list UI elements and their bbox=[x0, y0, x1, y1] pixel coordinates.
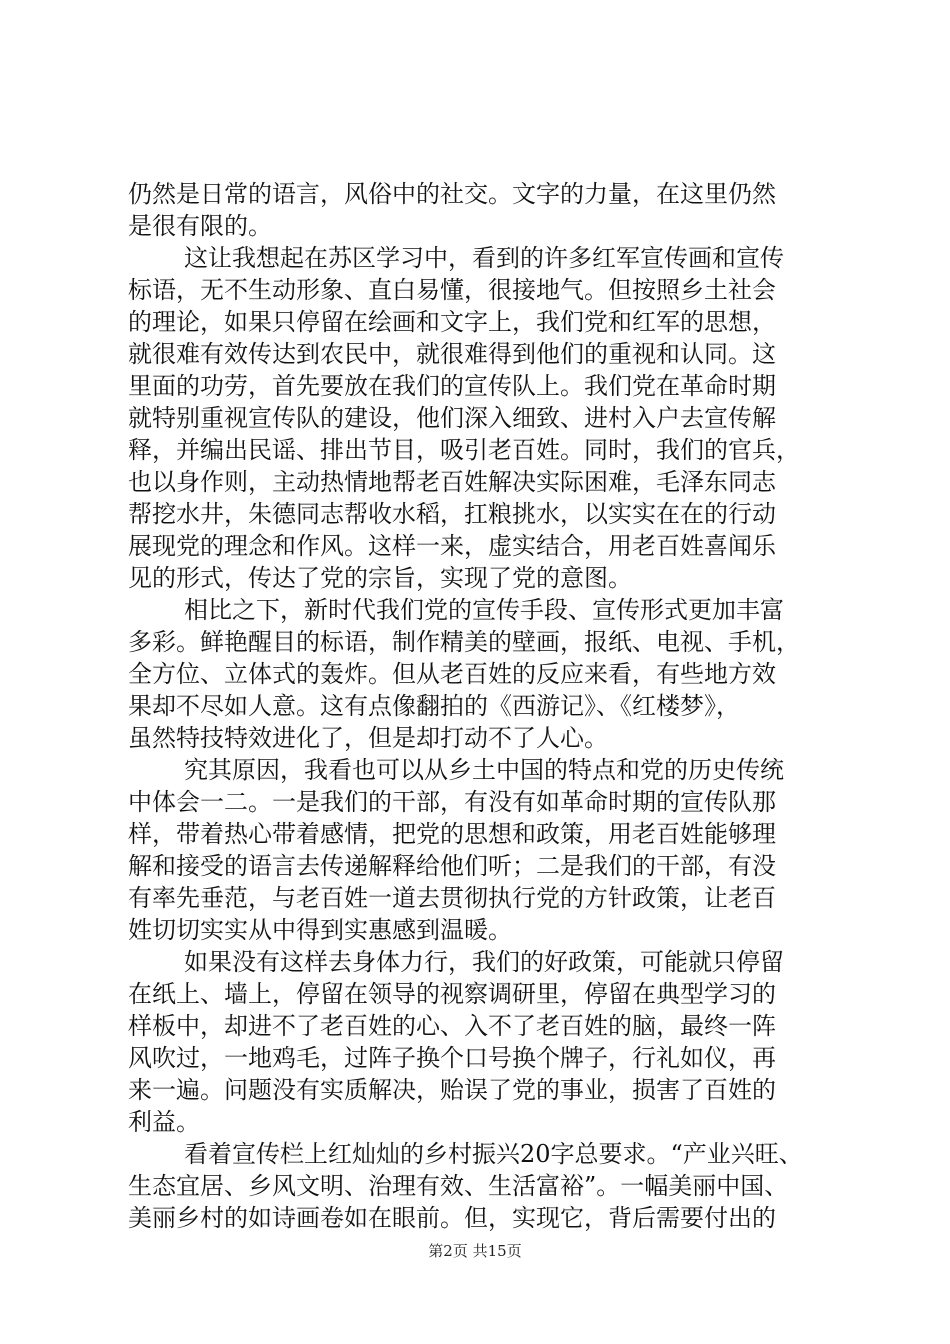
text-line: 果却不尽如人意。这有点像翻拍的《西游记》、《红楼梦》， bbox=[128, 692, 740, 720]
text-line: 标语，无不生动形象、直白易懂，很接地气。但按照乡土社会 bbox=[128, 276, 776, 304]
text-line: 看着宣传栏上红灿灿的乡村振兴20字总要求。“产业兴旺、 bbox=[184, 1140, 803, 1168]
text-line: 利益。 bbox=[128, 1108, 200, 1136]
text-line: 全方位、立体式的轰炸。但从老百姓的反应来看，有些地方效 bbox=[128, 660, 776, 688]
text-line: 的理论，如果只停留在绘画和文字上，我们党和红军的思想， bbox=[128, 308, 776, 336]
text-line: 在纸上、墙上，停留在领导的视察调研里，停留在典型学习的 bbox=[128, 980, 776, 1008]
text-line: 样，带着热心带着感情，把党的思想和政策，用老百姓能够理 bbox=[128, 820, 776, 848]
text-line: 就特别重视宣传队的建设，他们深入细致、进村入户去宣传解 bbox=[128, 404, 776, 432]
text-line: 里面的功劳，首先要放在我们的宣传队上。我们党在革命时期 bbox=[128, 372, 776, 400]
document-body bbox=[128, 178, 828, 1234]
text-line: 多彩。鲜艳醒目的标语，制作精美的壁画，报纸、电视、手机， bbox=[128, 628, 800, 656]
text-line: 就很难有效传达到农民中，就很难得到他们的重视和认同。这 bbox=[128, 340, 776, 368]
text-line: 中体会一二。一是我们的干部，有没有如革命时期的宣传队那 bbox=[128, 788, 776, 816]
text-line: 如果没有这样去身体力行，我们的好政策，可能就只停留 bbox=[184, 948, 784, 976]
text-line: 帮挖水井，朱德同志帮收水稻，扛粮挑水，以实实在在的行动 bbox=[128, 500, 776, 528]
body-lines bbox=[128, 178, 828, 1234]
text-line: 仍然是日常的语言，风俗中的社交。文字的力量，在这里仍然 bbox=[128, 180, 776, 208]
text-line: 见的形式，传达了党的宗旨，实现了党的意图。 bbox=[128, 564, 632, 592]
text-line: 这让我想起在苏区学习中，看到的许多红军宣传画和宣传 bbox=[184, 244, 784, 272]
text-line: 虽然特技特效进化了，但是却打动不了人心。 bbox=[128, 724, 608, 752]
text-line: 是很有限的。 bbox=[128, 212, 272, 240]
text-line: 展现党的理念和作风。这样一来，虚实结合，用老百姓喜闻乐 bbox=[128, 532, 776, 560]
text-line: 释，并编出民谣、排出节目，吸引老百姓。同时，我们的官兵， bbox=[128, 436, 800, 464]
text-line: 解和接受的语言去传递解释给他们听；二是我们的干部，有没 bbox=[128, 852, 776, 880]
page-footer bbox=[0, 1240, 950, 1261]
text-line: 相比之下，新时代我们党的宣传手段、宣传形式更加丰富 bbox=[184, 596, 784, 624]
text-line: 来一遍。问题没有实质解决，贻误了党的事业，损害了百姓的 bbox=[128, 1076, 776, 1104]
text-line: 也以身作则，主动热情地帮老百姓解决实际困难，毛泽东同志 bbox=[128, 468, 776, 496]
text-line: 有率先垂范，与老百姓一道去贯彻执行党的方针政策，让老百 bbox=[128, 884, 776, 912]
page-number-label: 第2页 共15页 bbox=[428, 1242, 522, 1260]
text-line: 姓切切实实从中得到实惠感到温暖。 bbox=[128, 916, 512, 944]
text-line: 美丽乡村的如诗画卷如在眼前。但，实现它，背后需要付出的 bbox=[128, 1204, 776, 1232]
text-line: 究其原因，我看也可以从乡土中国的特点和党的历史传统 bbox=[184, 756, 784, 784]
text-line: 风吹过，一地鸡毛，过阵子换个口号换个牌子，行礼如仪，再 bbox=[128, 1044, 776, 1072]
text-line: 样板中，却进不了老百姓的心、入不了老百姓的脑，最终一阵 bbox=[128, 1012, 776, 1040]
text-line: 生态宜居、乡风文明、治理有效、生活富裕”。一幅美丽中国、 bbox=[128, 1172, 789, 1200]
